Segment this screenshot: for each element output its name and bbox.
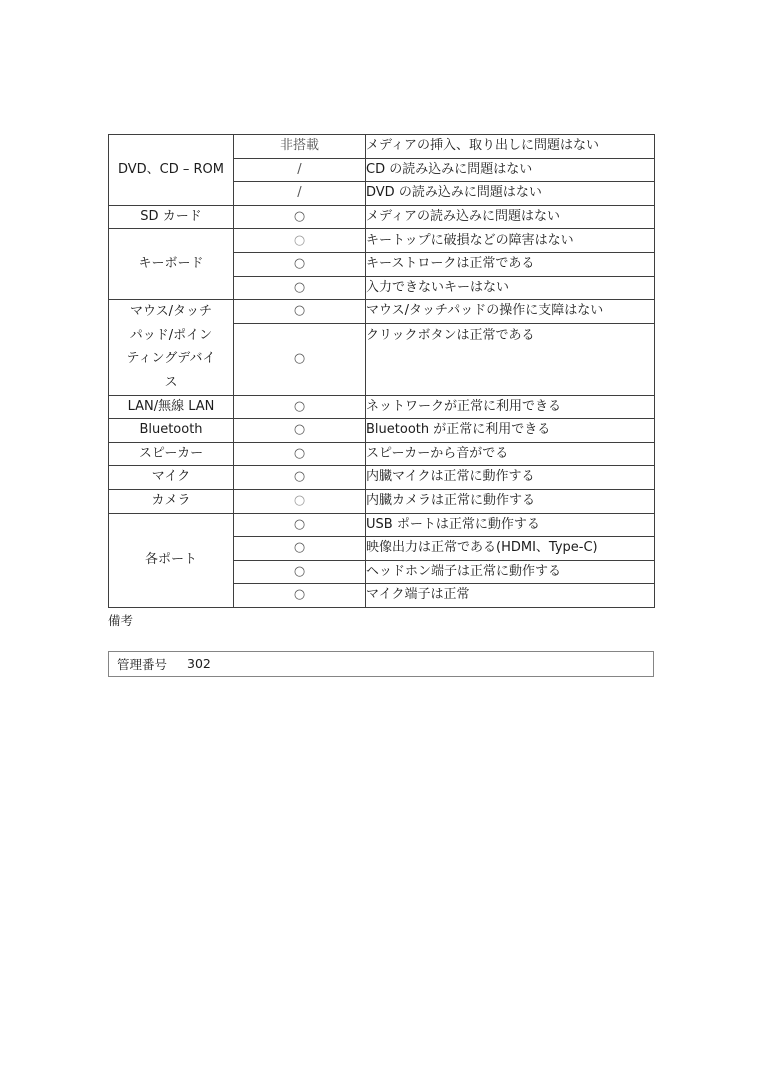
description-cell: Bluetooth が正常に利用できる [366,419,655,443]
category-label: マウス/タッチパッド/ポインティングデバイス [126,304,216,390]
category-cell: マイク [109,466,234,490]
mark-cell: ○ [234,205,366,229]
description-cell: スピーカーから音がでる [366,442,655,466]
mark-cell: ○ [234,489,366,513]
mark-cell: ○ [234,466,366,490]
description-cell: メディアの読み込みに問題はない [366,205,655,229]
description-cell: ネットワークが正常に利用できる [366,395,655,419]
mark-cell: ○ [234,276,366,300]
table-row [109,300,655,324]
mark-cell: / [234,182,366,206]
description-cell: ヘッドホン端子は正常に動作する [366,560,655,584]
table-row [109,489,655,513]
category-cell: キーボード [109,229,234,300]
description-cell: USB ポートは正常に動作する [366,513,655,537]
table-row [109,395,655,419]
table-row [109,205,655,229]
description-cell: DVD の読み込みに問題はない [366,182,655,206]
mark-cell: ○ [234,442,366,466]
mark-cell: 非搭載 [234,135,366,159]
notes-label: 備考 [108,612,134,628]
table-row [109,513,655,537]
description-cell: 映像出力は正常である(HDMI、Type-C) [366,537,655,561]
mark-cell: ○ [234,395,366,419]
description-cell: クリックボタンは正常である [366,323,655,395]
mark-cell: ○ [234,229,366,253]
document-sheet [108,134,654,677]
management-number-label: 管理番号 [117,656,168,672]
mark-cell: ○ [234,584,366,608]
description-cell: マウス/タッチパッドの操作に支障はない [366,300,655,324]
mark-cell: / [234,158,366,182]
category-cell: DVD、CD – ROM [109,135,234,206]
category-cell [109,300,234,395]
category-cell: カメラ [109,489,234,513]
management-number-box [108,651,654,677]
table-row [109,419,655,443]
table-row [109,229,655,253]
description-cell: メディアの挿入、取り出しに問題はない [366,135,655,159]
table-row [109,442,655,466]
description-cell: マイク端子は正常 [366,584,655,608]
category-cell: 各ポート [109,513,234,607]
category-cell: SD カード [109,205,234,229]
table-row [109,135,655,159]
mark-cell: ○ [234,537,366,561]
category-cell: LAN/無線 LAN [109,395,234,419]
mark-cell: ○ [234,300,366,324]
mark-cell: ○ [234,323,366,395]
mark-cell: ○ [234,252,366,276]
mark-cell: ○ [234,560,366,584]
description-cell: CD の読み込みに問題はない [366,158,655,182]
description-cell: 内臓カメラは正常に動作する [366,489,655,513]
management-number-value: 302 [187,656,211,672]
description-cell: キートップに破損などの障害はない [366,229,655,253]
description-cell: 内臓マイクは正常に動作する [366,466,655,490]
inspection-table [108,134,655,608]
mark-cell: ○ [234,419,366,443]
description-cell: 入力できないキーはない [366,276,655,300]
description-cell: キーストロークは正常である [366,252,655,276]
table-row [109,466,655,490]
category-cell: Bluetooth [109,419,234,443]
mark-cell: ○ [234,513,366,537]
category-cell: スピーカー [109,442,234,466]
